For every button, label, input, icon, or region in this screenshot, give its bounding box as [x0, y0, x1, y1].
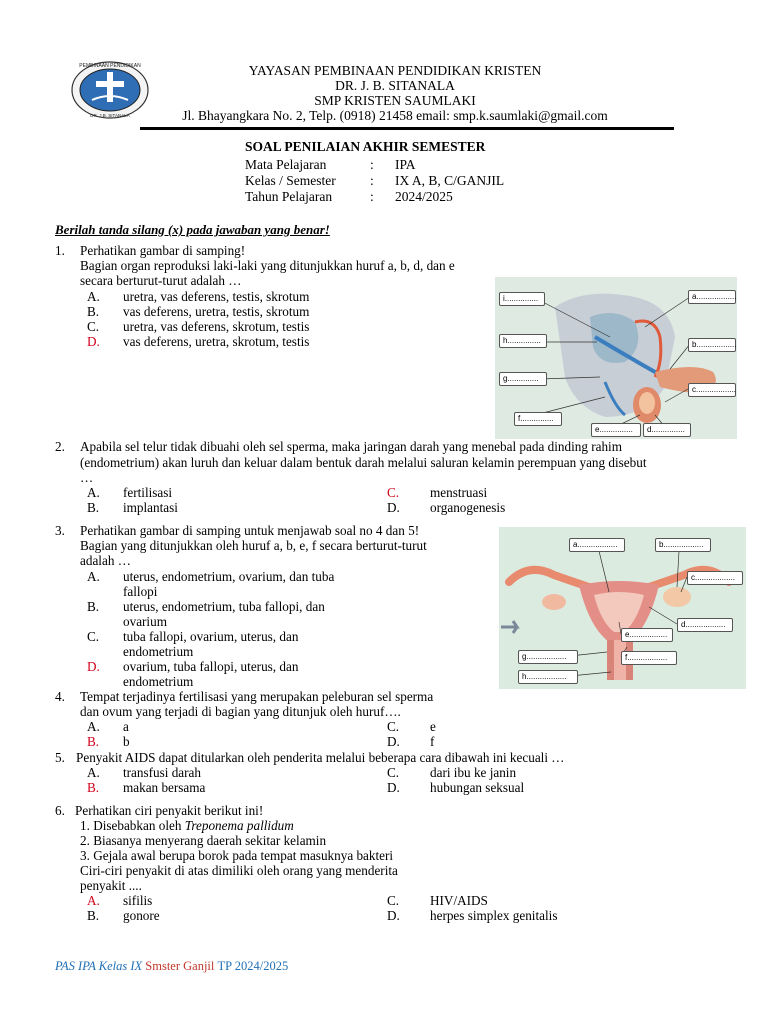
option-key[interactable]: D.: [387, 500, 400, 515]
question-number: 4.: [55, 689, 65, 704]
q6-line1: Perhatikan ciri penyakit berikut ini!: [75, 803, 264, 818]
option-text-cont: fallopi: [123, 584, 158, 599]
q1-line2: Bagian organ reproduksi laki-laki yang ditunjukkan huruf a, b, d, dan e: [80, 258, 455, 273]
option-key[interactable]: A.: [87, 485, 100, 500]
option-text: herpes simplex genitalis: [430, 908, 558, 923]
q4-line2: dan ovum yang terjadi di bagian yang ditunjuk oleh huruf….: [80, 704, 401, 719]
option-text: sifilis: [123, 893, 153, 908]
option-text: vas deferens, uretra, testis, skrotum: [123, 304, 310, 319]
option-text: dari ibu ke janin: [430, 765, 517, 780]
figure-label-f: f..................: [621, 651, 677, 665]
figure-label-a: a..................: [569, 538, 625, 552]
option-key[interactable]: B.: [87, 599, 100, 614]
option-key-marked[interactable]: D.: [87, 334, 100, 349]
option-key[interactable]: A.: [87, 719, 100, 734]
question-number: 5.: [55, 750, 65, 765]
footer-semester: Smster Ganjil: [145, 959, 215, 973]
option-text: transfusi darah: [123, 765, 201, 780]
option-key[interactable]: D.: [387, 734, 400, 749]
meta-value-year: 2024/2025: [395, 189, 453, 204]
option-text: ovarium, tuba fallopi, uterus, dan: [123, 659, 299, 674]
instruction: Berilah tanda silang (x) pada jawaban yang benar!: [55, 222, 330, 237]
question-number: 2.: [55, 439, 65, 454]
meta-value-class: IX A, B, C/GANJIL: [395, 173, 505, 188]
option-key[interactable]: C.: [387, 893, 400, 908]
female-reproductive-figure: [499, 527, 746, 689]
option-text: uretra, vas deferens, skrotum, testis: [123, 319, 310, 334]
figure-label-d: d...............: [643, 423, 691, 437]
q6-item3: 3. Gejala awal berupa borok pada tempat masuknya bakteri: [80, 848, 394, 863]
foundation-name: YAYASAN PEMBINAAN PENDIDIKAN KRISTEN: [248, 63, 542, 78]
option-text: vas deferens, uretra, skrotum, testis: [123, 334, 310, 349]
option-key[interactable]: C.: [387, 765, 400, 780]
option-text: gonore: [123, 908, 160, 923]
q3-line3: adalah …: [80, 553, 131, 568]
q6-item2: 2. Biasanya menyerang daerah sekitar kelamin: [80, 833, 327, 848]
figure-label-b: b..................: [655, 538, 711, 552]
option-text: menstruasi: [430, 485, 488, 500]
figure-label-c: c..................: [687, 571, 743, 585]
svg-text:DR. J.B. SITANALA: DR. J.B. SITANALA: [90, 113, 130, 118]
q6-item1-text: 1. Disebabkan oleh: [80, 818, 185, 833]
option-key[interactable]: D.: [387, 908, 400, 923]
option-key[interactable]: A.: [87, 765, 100, 780]
option-text-cont: ovarium: [123, 614, 167, 629]
meta-label-year: Tahun Pelajaran: [245, 189, 333, 204]
q2-line2: (endometrium) akan luruh dan keluar dalam bentuk darah melalui saluran kelamin perempuan yang disebut: [80, 455, 647, 470]
figure-label-h: h...............: [499, 334, 547, 348]
meta-sep: :: [370, 189, 374, 204]
option-key[interactable]: C.: [387, 719, 400, 734]
option-key-marked[interactable]: B.: [87, 734, 100, 749]
option-key-marked[interactable]: D.: [87, 659, 100, 674]
figure-label-e: e...............: [591, 423, 641, 437]
figure-label-h: h..................: [518, 670, 578, 684]
option-text: HIV/AIDS: [430, 893, 488, 908]
q2-line3: …: [80, 470, 94, 485]
option-text: f: [430, 734, 435, 749]
option-key-marked[interactable]: C.: [387, 485, 400, 500]
option-key[interactable]: B.: [87, 908, 100, 923]
question-number: 1.: [55, 243, 65, 258]
option-text: tuba fallopi, ovarium, uterus, dan: [123, 629, 299, 644]
meta-sep: :: [370, 157, 374, 172]
school-address: Jl. Bhayangkara No. 2, Telp. (0918) 21458 email: smp.k.saumlaki@gmail.com: [182, 108, 608, 123]
meta-sep: :: [370, 173, 374, 188]
header-divider: [140, 127, 674, 130]
option-text-cont: endometrium: [123, 644, 194, 659]
figure-label-f: f...............: [514, 412, 562, 426]
option-text: e: [430, 719, 436, 734]
figure-label-b: b..................: [688, 338, 736, 352]
option-text: b: [123, 734, 130, 749]
meta-value-subject: IPA: [395, 157, 416, 172]
option-text: organogenesis: [430, 500, 506, 515]
option-text: uterus, endometrium, tuba fallopi, dan: [123, 599, 325, 614]
school-logo: [70, 60, 150, 120]
q3-line2: Bagian yang ditunjukkan oleh huruf a, b, e, f secara berturut-turut: [80, 538, 427, 553]
option-text: fertilisasi: [123, 485, 173, 500]
page-footer: [55, 959, 288, 974]
q1-line1: Perhatikan gambar di samping!: [80, 243, 246, 258]
option-key[interactable]: A.: [87, 569, 100, 584]
option-key[interactable]: B.: [87, 304, 100, 319]
figure-label-c: c..................: [688, 383, 736, 397]
meta-label-subject: Mata Pelajaran: [245, 157, 327, 172]
school-name: SMP KRISTEN SAUMLAKI: [314, 93, 476, 108]
option-text: hubungan seksual: [430, 780, 525, 795]
option-text: implantasi: [123, 500, 178, 515]
figure-label-a: a..................: [688, 290, 736, 304]
option-key-marked[interactable]: B.: [87, 780, 100, 795]
option-text: a: [123, 719, 129, 734]
q4-line1: Tempat terjadinya fertilisasi yang merupakan peleburan sel sperma: [80, 689, 434, 704]
svg-text:PEMBINAAN PENDIDIKAN: PEMBINAAN PENDIDIKAN: [79, 63, 141, 69]
q6-item1-species: Treponema pallidum: [184, 818, 294, 833]
q6-line6: penyakit ....: [80, 878, 142, 893]
option-key[interactable]: D.: [387, 780, 400, 795]
q6-item1: [80, 818, 294, 833]
exam-title: SOAL PENILAIAN AKHIR SEMESTER: [245, 139, 486, 154]
male-reproductive-figure: [495, 277, 737, 439]
q6-line5: Ciri-ciri penyakit di atas dimiliki oleh orang yang menderita: [80, 863, 398, 878]
option-key-marked[interactable]: A.: [87, 893, 100, 908]
q5-line1: Penyakit AIDS dapat ditularkan oleh penderita melalui beberapa cara dibawah ini kecuali …: [76, 750, 565, 765]
question-number: 3.: [55, 523, 65, 538]
footer-year: TP 2024/2025: [217, 959, 289, 973]
option-key[interactable]: A.: [87, 289, 100, 304]
foundation-patron: DR. J. B. SITANALA: [335, 78, 455, 93]
option-key[interactable]: B.: [87, 500, 100, 515]
q1-line3: secara berturut-turut adalah …: [80, 273, 242, 288]
question-number: 6.: [55, 803, 65, 818]
figure-label-g: g..............: [499, 372, 547, 386]
option-key[interactable]: C.: [87, 629, 100, 644]
figure-label-e: e.................: [621, 628, 673, 642]
option-text: uretra, vas deferens, testis, skrotum: [123, 289, 310, 304]
figure-label-i: i...............: [499, 292, 545, 306]
figure-label-d: d..................: [677, 618, 733, 632]
option-text-cont: endometrium: [123, 674, 194, 689]
figure-label-g: g..................: [518, 650, 578, 664]
footer-subject: PAS IPA Kelas IX: [55, 959, 143, 973]
q2-line1: Apabila sel telur tidak dibuahi oleh sel sperma, maka jaringan darah yang menebal pada dinding rahim: [80, 439, 622, 454]
option-text: uterus, endometrium, ovarium, dan tuba: [123, 569, 335, 584]
meta-label-class: Kelas / Semester: [245, 173, 336, 188]
q3-line1: Perhatikan gambar di samping untuk menjawab soal no 4 dan 5!: [80, 523, 420, 538]
option-key[interactable]: C.: [87, 319, 100, 334]
option-text: makan bersama: [123, 780, 206, 795]
